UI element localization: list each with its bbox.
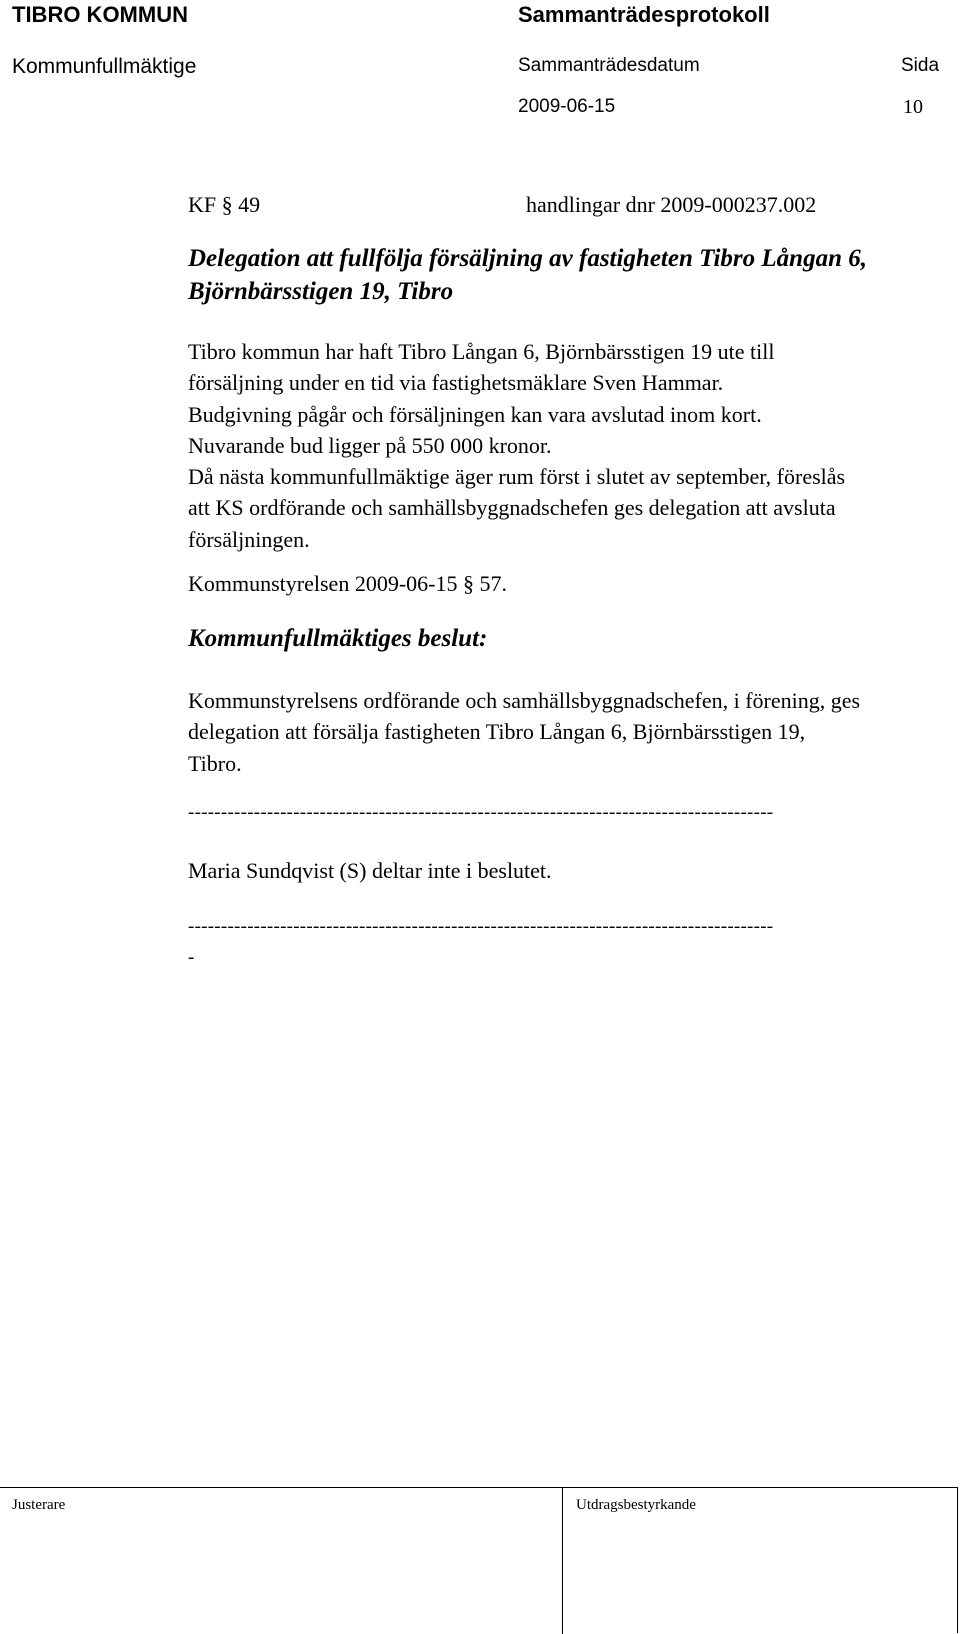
justerare-label: Justerare — [12, 1497, 66, 1513]
decision-line: delegation att försälja fastigheten Tibro Långan 6, Björnbärsstigen 19, — [188, 719, 806, 745]
case-number: KF § 49 — [188, 192, 261, 217]
intro-line: försäljningen. — [188, 526, 310, 552]
footer-divider — [562, 1488, 563, 1634]
decision-paragraph — [188, 685, 958, 779]
intro-line: Nuvarande bud ligger på 550 000 kronor. — [188, 432, 552, 458]
meeting-date-label: Sammanträdesdatum — [518, 55, 700, 76]
body-name: Kommunfullmäktige — [12, 55, 197, 78]
document-type: Sammanträdesprotokoll — [518, 2, 770, 27]
decision-line: Kommunstyrelsens ordförande och samhällsbyggnadschefen, i förening, ges — [188, 688, 861, 713]
page-number: 10 — [903, 96, 923, 118]
utdragsbestyrkande-label: Utdragsbestyrkande — [576, 1497, 696, 1513]
dashed-divider: ----------------------------------------------------------------------------------------- — [188, 916, 774, 937]
intro-line: Då nästa kommunfullmäktige äger rum först i slutet av september, föreslås — [188, 464, 846, 490]
dashed-divider: ----------------------------------------------------------------------------------------- — [188, 802, 774, 823]
meeting-date: 2009-06-15 — [518, 96, 616, 117]
ks-reference: Kommunstyrelsen 2009-06-15 § 57. — [188, 571, 507, 596]
intro-line: försäljning under en tid via fastighetsmäklare Sven Hammar. — [188, 370, 724, 396]
item-title: Delegation att fullfölja försäljning av fastigheten Tibro Långan 6, Björnbärsstigen 19, Tibro — [188, 245, 867, 305]
intro-line: Tibro kommun har haft Tibro Långan 6, Björnbärsstigen 19 ute till — [188, 339, 775, 364]
diary-number: handlingar dnr 2009-000237.002 — [526, 192, 817, 217]
intro-paragraph — [188, 336, 958, 555]
page-label: Sida — [901, 55, 940, 76]
decision-line: Tibro. — [188, 750, 242, 776]
decision-heading: Kommunfullmäktiges beslut: — [188, 625, 488, 652]
abstain-note: Maria Sundqvist (S) deltar inte i beslutet. — [188, 858, 552, 883]
org-name: TIBRO KOMMUN — [12, 2, 188, 27]
intro-line: Budgivning pågår och försäljningen kan vara avslutad inom kort. — [188, 401, 762, 427]
intro-line: att KS ordförande och samhällsbyggnadschefen ges delegation att avsluta — [188, 495, 836, 521]
dashed-divider-tail: - — [188, 947, 195, 968]
signature-footer — [0, 1487, 958, 1633]
